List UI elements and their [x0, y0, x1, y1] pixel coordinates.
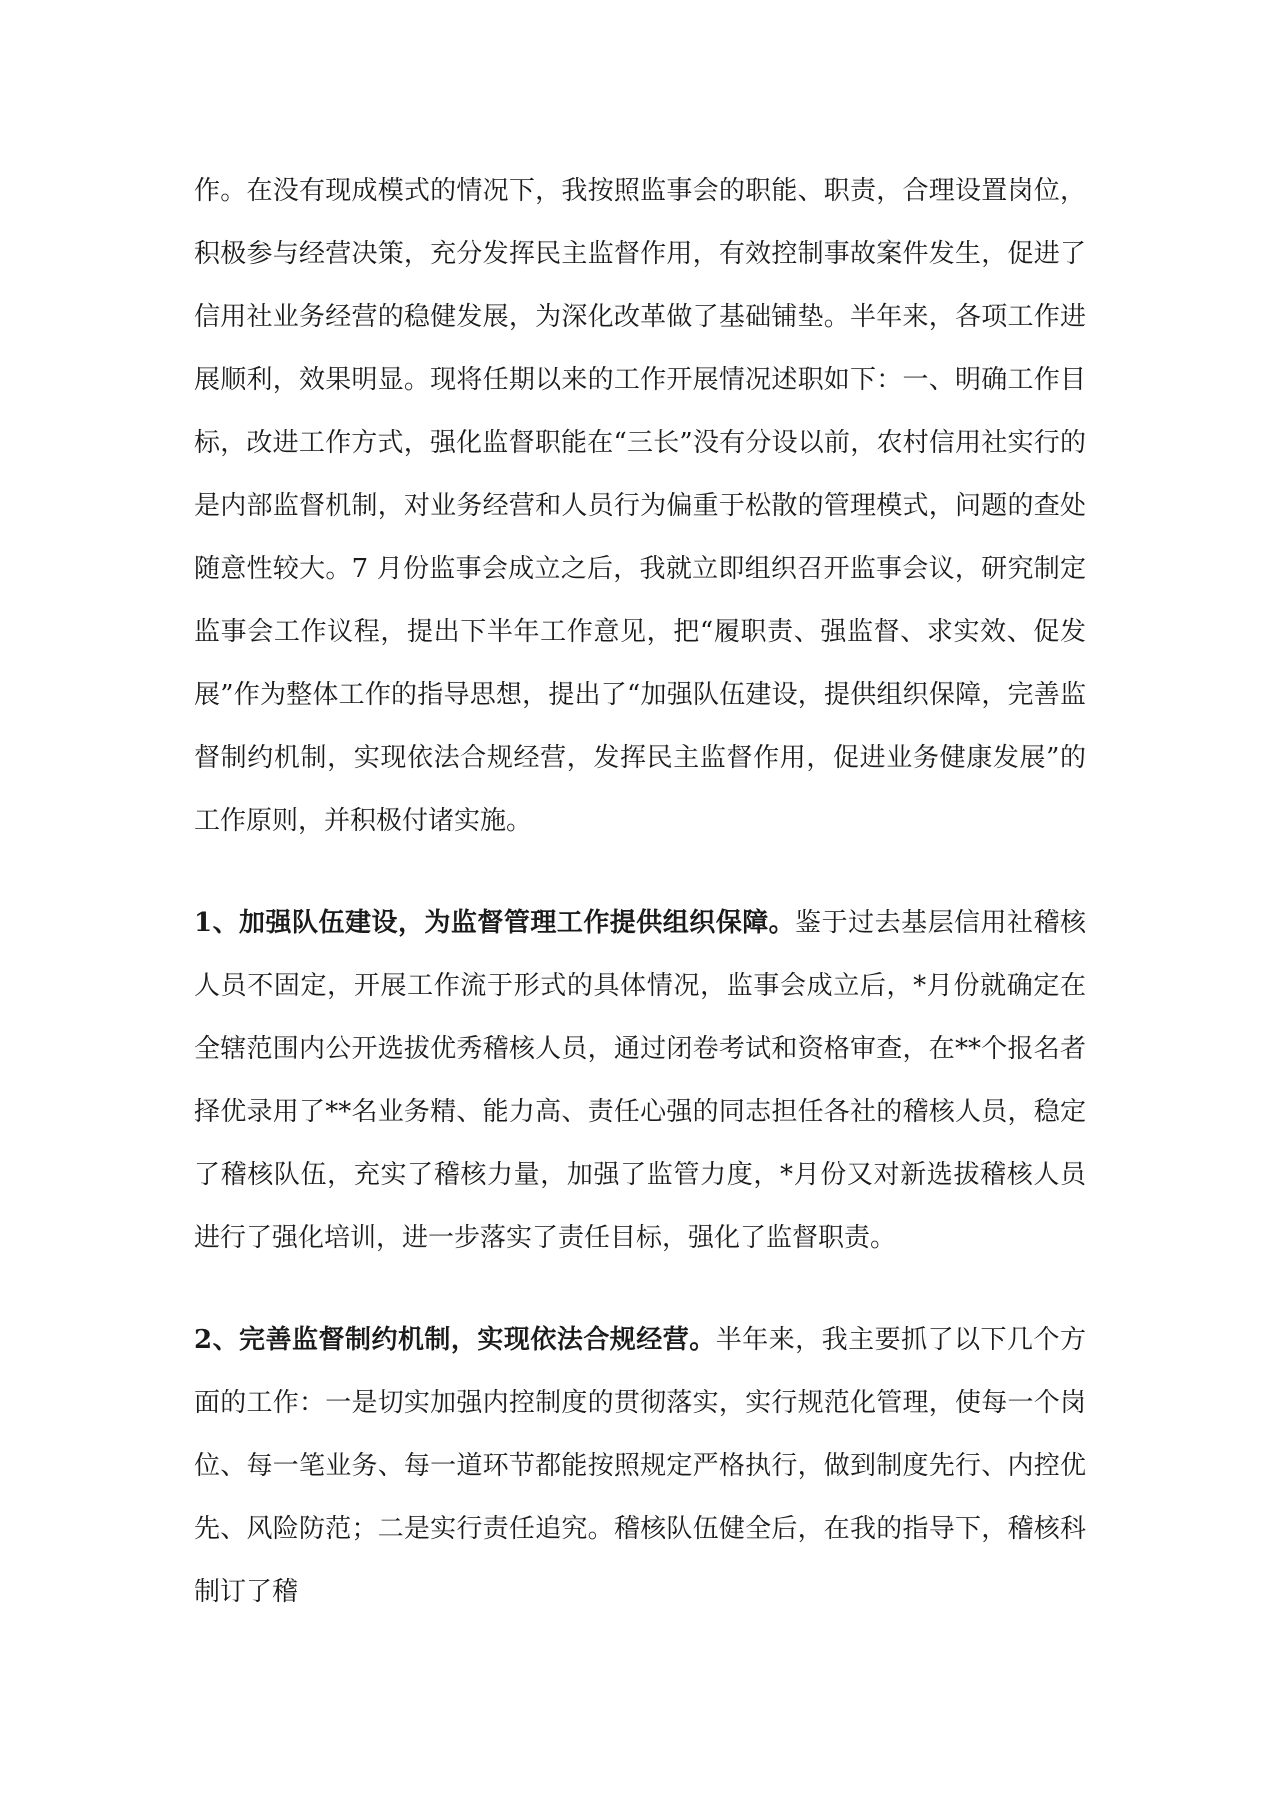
section-heading: 1、加强队伍建设，为监督管理工作提供组织保障。: [194, 908, 796, 938]
paragraph-text: 作。在没有现成模式的情况下，我按照监事会的职能、职责，合理设置岗位，积极参与经营决策，充分发挥民主监督作用，有效控制事故案件发生，促进了信用社业务经营的稳健发展，为深化改革做了基础铺垫。半年来，各项工作进展顺利，效果明显。现将任期以来的工作开展情况述职如下：一、明确工作目标，改进工作方式，强化监督职能在“三长”没有分设以前，农村信用社实行的是内部监督机制，对业务经营和人员行为偏重于松散的管理模式，问题的查处随意性较大。7 月份监事会成立之后，我就立即组织召开监事会议，研究制定监事会工作议程，提出下半年工作意见，把“履职责、强监督、求实效、促发展”作为整体工作的指导思想，提出了“加强队伍建设，提供组织保障，完善监督制约机制，实现依法合规经营，发挥民主监督作用，促进业务健康发展”的工作原则，并积极付诸实施。: [194, 176, 1086, 836]
section-heading: 2、完善监督制约机制，实现依法合规经营。: [194, 1325, 716, 1355]
paragraph-intro: [194, 160, 1086, 853]
paragraph-text: 半年来，我主要抓了以下几个方面的工作：一是切实加强内控制度的贯彻落实，实行规范化管理，使每一个岗位、每一笔业务、每一道环节都能按照规定严格执行，做到制度先行、内控优先、风险防范；二是实行责任追究。稽核队伍健全后，在我的指导下，稽核科制订了稽: [194, 1325, 1086, 1607]
paragraph-section-1: [194, 892, 1086, 1270]
paragraph-text: 鉴于过去基层信用社稽核人员不固定，开展工作流于形式的具体情况，监事会成立后，*月份就确定在全辖范围内公开选拔优秀稽核人员，通过闭卷考试和资格审查，在**个报名者择优录用了**名业务精、能力高、责任心强的同志担任各社的稽核人员，稳定了稽核队伍，充实了稽核力量，加强了监管力度，*月份又对新选拔稽核人员进行了强化培训，进一步落实了责任目标，强化了监督职责。: [194, 908, 1086, 1253]
document-page: [194, 160, 1086, 1663]
paragraph-section-2: [194, 1309, 1086, 1624]
